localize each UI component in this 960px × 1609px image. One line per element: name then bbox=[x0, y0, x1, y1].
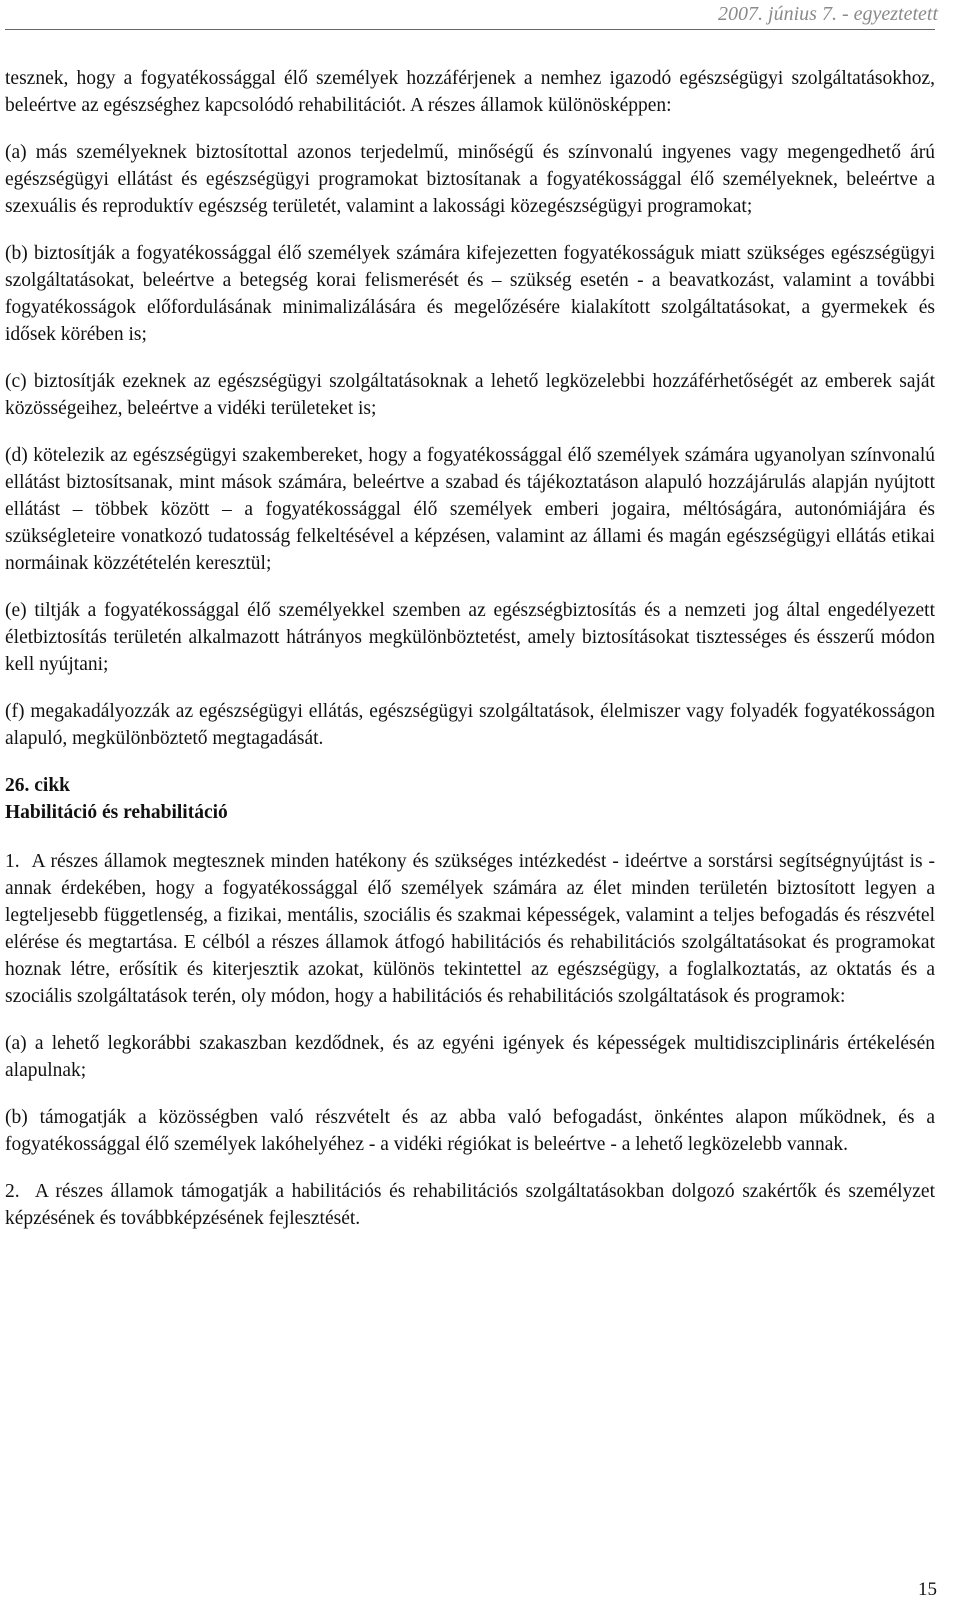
article26-item-a bbox=[5, 1030, 935, 1084]
item-text: biztosítják a fogyatékossággal élő személyek számára kifejezetten fogyatékosságuk miatt szükséges egészségügyi szolgáltatásokat, beleértve a betegség korai felismerését és – szükség esetén - a beavatkozást, valamint a további fogyatékosságok előfordulásának minimalizálására és megelőzésére kialakított szolgáltatásokat, a gyermekek és idősek körében is; bbox=[5, 243, 935, 345]
paragraph-label: 1. bbox=[5, 851, 20, 872]
article25-item-c bbox=[5, 368, 935, 422]
item-text: tiltják a fogyatékossággal élő személyekkel szemben az egészségbiztosítás és a nemzeti jog által engedélyezett életbiztosítás területén alkalmazott hátrányos megkülönböztetést, amely biztosításokat tisztességes és ésszerű módon kell nyújtani; bbox=[5, 600, 936, 675]
item-text: más személyeknek biztosítottal azonos terjedelmű, minőségű és színvonalú ingyenes vagy megengedhető árú egészségügyi ellátást és egészségügyi programokat biztosítanak a fogyatékossággal élő személyeknek, beleértve a szexuális és reproduktív egészség területét, valamint a lakossági közegészségügyi programokat; bbox=[5, 142, 935, 217]
item-label: (b) bbox=[5, 243, 28, 264]
paragraph-label: 2. bbox=[5, 1181, 20, 1202]
article25-item-f bbox=[5, 698, 935, 752]
item-text: biztosítják ezeknek az egészségügyi szolgáltatásoknak a lehető legközelebbi hozzáférhetőségét az emberek saját közösségeihez, beleértve a vidéki területeket is; bbox=[5, 371, 935, 419]
document-status-header: 2007. június 7. - egyeztetett bbox=[718, 3, 938, 25]
article25-item-d bbox=[5, 442, 935, 577]
article26-heading bbox=[5, 772, 935, 826]
article25-item-a bbox=[5, 139, 935, 220]
article26-paragraph-2 bbox=[5, 1178, 935, 1232]
article25-item-b bbox=[5, 240, 935, 348]
document-body bbox=[5, 65, 935, 1252]
item-label: (e) bbox=[5, 600, 27, 621]
header-divider bbox=[5, 29, 935, 30]
item-text: megakadályozzák az egészségügyi ellátás, egészségügyi szolgáltatások, élelmiszer vagy folyadék fogyatékosságon alapuló, megkülönböztető megtagadását. bbox=[5, 701, 935, 749]
page-number: 15 bbox=[918, 1579, 937, 1600]
item-text: támogatják a közösségben való részvételt és az abba való befogadást, önkéntes alapon működnek, és a fogyatékossággal élő személyek lakóhelyéhez - a vidéki régiókat is beleértve - a lehető legközelebb vannak. bbox=[5, 1107, 935, 1155]
article-number: 26. cikk bbox=[5, 775, 71, 796]
item-text: kötelezik az egészségügyi szakembereket, hogy a fogyatékossággal élő személyek számára ugyanolyan színvonalú ellátást biztosítsanak, mint mások számára, beleértve a szabad és tájékoztatáson alapuló hozzájárulás alapján nyújtott ellátást – többek között – a fogyatékossággal élő személyek emberi jogaira, méltóságára, autonómiájára és szükségleteire vonatkozó tudatosság felkeltésével a képzésen, valamint az állami és magán egészségügyi ellátás etikai normáinak közzétételén keresztül; bbox=[5, 445, 936, 574]
item-label: (a) bbox=[5, 142, 27, 163]
article26-paragraph-1 bbox=[5, 848, 935, 1010]
item-label: (b) bbox=[5, 1107, 28, 1128]
article25-item-e bbox=[5, 597, 935, 678]
item-label: (f) bbox=[5, 701, 25, 722]
intro-paragraph: tesznek, hogy a fogyatékossággal élő személyek hozzáférjenek a nemhez igazodó egészségügyi szolgáltatásokhoz, beleértve az egészséghez kapcsolódó rehabilitációt. A részes államok különösképpen: bbox=[5, 68, 935, 116]
article26-item-b bbox=[5, 1104, 935, 1158]
paragraph-text: A részes államok támogatják a habilitációs és rehabilitációs szolgáltatásokban dolgozó szakértők és személyzet képzésének és továbbképzésének fejlesztését. bbox=[5, 1181, 935, 1229]
item-label: (a) bbox=[5, 1033, 27, 1054]
article-title: Habilitáció és rehabilitáció bbox=[5, 802, 228, 823]
item-label: (d) bbox=[5, 445, 28, 466]
item-text: a lehető legkorábbi szakaszban kezdődnek, és az egyéni igények és képességek multidiszciplináris értékelésén alapulnak; bbox=[5, 1033, 936, 1081]
paragraph-text: A részes államok megtesznek minden hatékony és szükséges intézkedést - ideértve a sorstársi segítségnyújtást is - annak érdekében, hogy a fogyatékossággal élő személyek számára az élet minden területén biztosított legyen a legteljesebb függetlenség, a fizikai, mentális, szociális és szakmai képességek, valamint a teljes befogadás és részvétel elérése és megtartása. E célból a részes államok átfogó habilitációs és rehabilitációs szolgáltatásokat és programokat hoznak létre, erősítik és kiterjesztik azokat, különös tekintettel az egészségügy, a foglalkoztatás, az oktatás és a szociális szolgáltatások terén, oly módon, hogy a habilitációs és rehabilitációs szolgáltatások és programok: bbox=[5, 851, 936, 1007]
item-label: (c) bbox=[5, 371, 27, 392]
